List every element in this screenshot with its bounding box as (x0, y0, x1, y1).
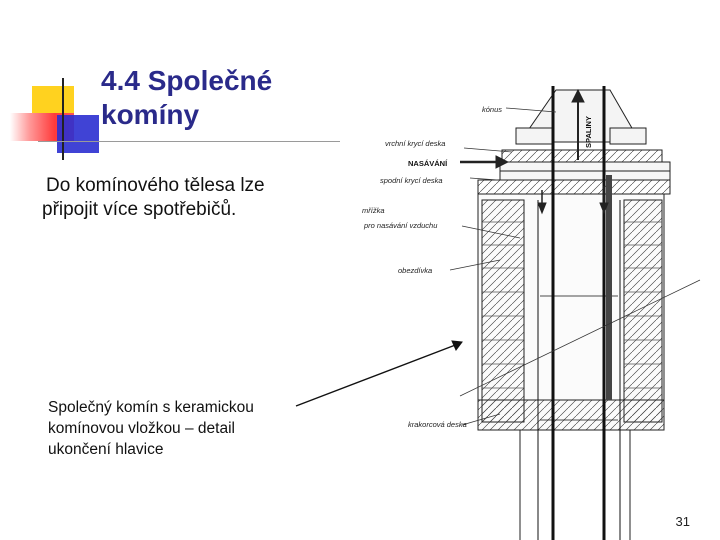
title-line-1: 4.4 Společné (101, 65, 273, 96)
caption-line-1: Společný komín s keramickou (48, 399, 254, 416)
title-line-2: komíny (101, 99, 200, 130)
label-bottom-slab: spodní krycí deska (380, 176, 443, 185)
label-intake: NASÁVÁNÍ (408, 159, 448, 168)
callout-arrow (296, 341, 462, 406)
label-grille-1: mřížka (362, 206, 385, 215)
page-number: 31 (675, 514, 690, 529)
chimney-body (478, 194, 664, 540)
label-cone: kónus (482, 105, 503, 114)
figure-caption (48, 397, 298, 460)
chimney-hood (478, 90, 670, 194)
label-grille-2: pro nasávání vzduchu (364, 221, 438, 230)
label-cantilever: krakorcová deska (408, 420, 467, 429)
caption-line-3: ukončení hlavice (48, 441, 164, 458)
body-line-1: Do komínového tělesa lze (46, 175, 265, 196)
body-line-2: připojit více spotřebičů. (42, 199, 237, 220)
label-casing: obezdívka (398, 266, 433, 275)
label-flue: SPALINY (584, 116, 593, 148)
caption-line-2: komínovou vložkou – detail (48, 420, 235, 437)
label-top-slab: vrchní krycí deska (385, 139, 446, 148)
